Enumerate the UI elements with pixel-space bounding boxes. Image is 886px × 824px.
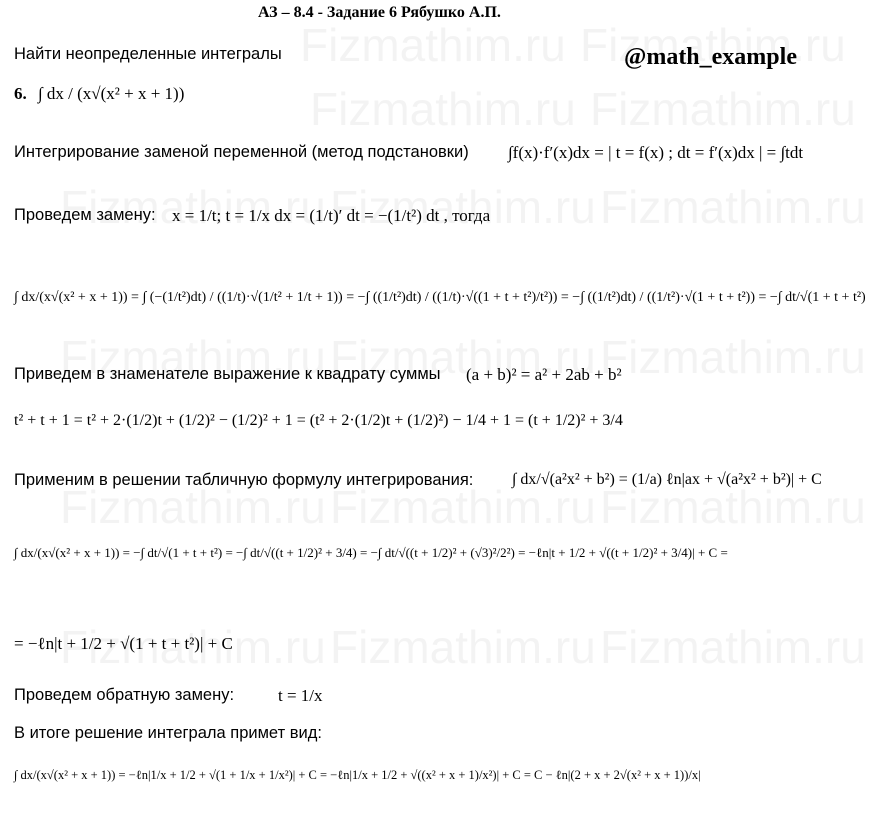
- substitution-text: Проведем замену:: [14, 206, 156, 224]
- formula-table: ∫ dx/√(a²x² + b²) = (1/a) ℓn|ax + √(a²x² + b²)| + C: [512, 471, 822, 488]
- formula-result: ∫ dx/(x√(x² + x + 1)) = −ℓn|1/x + 1/2 + √(1 + 1/x + 1/x²)| + C = −ℓn|1/x + 1/2 + √((x² + x + 1)/x²)| + C = C − ℓn|(2 + x + 2√(x² + x + 1))/x|: [14, 768, 701, 782]
- formula-step-1: ∫ dx/(x√(x² + x + 1)) = ∫ (−(1/t²)dt) / ((1/t)·√(1/t² + 1/t + 1)) = −∫ ((1/t²)dt) / ((1/t)·√((1 + t + t²)/t²)) = −∫ ((1/t²)dt) / ((1/t²)·√(1 + t + t²)) = −∫ dt/√(1 + t + t²): [14, 290, 866, 305]
- watermark: [300, 18, 566, 72]
- watermark: [310, 82, 576, 136]
- formula-substitution: x = 1/t; t = 1/x dx = (1/t)′ dt = −(1/t²) dt , тогда: [172, 206, 491, 225]
- watermark: [590, 82, 856, 136]
- formula-step-4: = −ℓn|t + 1/2 + √(1 + t + t²)| + C: [14, 634, 233, 653]
- task-text: Найти неопределенные интегралы: [14, 45, 282, 63]
- watermark: [600, 620, 866, 674]
- formula-method: ∫f(x)·f′(x)dx = | t = f(x) ; dt = f′(x)dx | = ∫tdt: [508, 143, 804, 162]
- formula-step-3: ∫ dx/(x√(x² + x + 1)) = −∫ dt/√(1 + t + t²) = −∫ dt/√((t + 1/2)² + 3/4) = −∫ dt/√((t + 1/2)² + (√3)²/2²) = −ℓn|t + 1/2 + √((t + 1/2)² + 3/4)| + C =: [14, 545, 728, 560]
- brand-handle: @math_example: [624, 44, 797, 70]
- formula-square: (a + b)² = a² + 2ab + b²: [466, 365, 622, 384]
- table-formula-text: Применим в решении табличную формулу интегрирования:: [14, 471, 474, 489]
- watermark: [330, 620, 596, 674]
- back-substitution-text: Проведем обратную замену:: [14, 686, 235, 704]
- formula-back-substitution: t = 1/x: [278, 686, 323, 705]
- result-text: В итоге решение интеграла примет вид:: [14, 724, 322, 742]
- method-text: Интегрирование заменой переменной (метод подстановки): [14, 143, 469, 161]
- formula-task: ∫ dx / (x√(x² + x + 1)): [38, 84, 185, 103]
- square-text: Приведем в знаменателе выражение к квадрату суммы: [14, 365, 441, 383]
- watermark: [600, 180, 866, 234]
- page-title: АЗ – 8.4 - Задание 6 Рябушко А.П.: [258, 4, 501, 21]
- formula-step-2: t² + t + 1 = t² + 2·(1/2)t + (1/2)² − (1/2)² + 1 = (t² + 2·(1/2)t + (1/2)²) − 1/4 + 1 = (t + 1/2)² + 3/4: [14, 412, 623, 429]
- task-number: 6.: [14, 84, 27, 103]
- watermark: [600, 330, 866, 384]
